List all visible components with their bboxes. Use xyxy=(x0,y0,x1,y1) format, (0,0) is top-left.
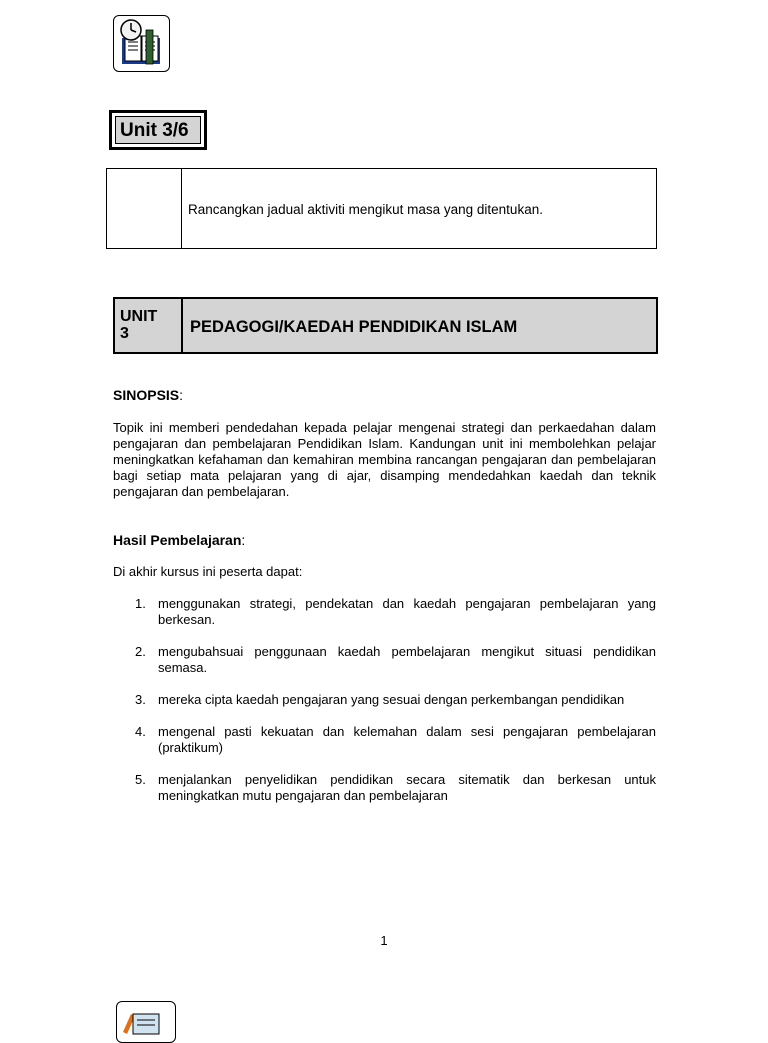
unit-label-text: Unit 3/6 xyxy=(115,116,201,144)
list-item-number: 4. xyxy=(135,724,146,739)
list-item xyxy=(113,772,656,804)
list-item-number: 3. xyxy=(135,692,146,707)
objective-icon-cell xyxy=(107,169,182,248)
unit-header-table xyxy=(113,297,658,354)
objective-text: Rancangkan jadual aktiviti mengikut masa yang ditentukan. xyxy=(188,202,543,217)
list-item xyxy=(113,692,656,708)
objective-table xyxy=(106,168,657,249)
writing-icon xyxy=(116,1001,176,1043)
list-item-text: menjalankan penyelidikan pendidikan secara sitematik dan berkesan untuk meningkatkan mutu pengajaran dan pembelajaran xyxy=(158,772,656,803)
outcomes-heading xyxy=(113,532,245,548)
list-item-text: menggunakan strategi, pendekatan dan kaedah pengajaran pembelajaran yang berkesan. xyxy=(158,596,656,627)
synopsis-colon: : xyxy=(179,387,184,403)
outcomes-colon: : xyxy=(241,532,246,548)
list-item xyxy=(113,596,656,628)
unit-title: PEDAGOGI/KAEDAH PENDIDIKAN ISLAM xyxy=(190,318,518,336)
unit-label xyxy=(109,110,207,150)
list-item-text: mengubahsuai penggunaan kaedah pembelajaran mengikut situasi pendidikan semasa. xyxy=(158,644,656,675)
list-item-text: mereka cipta kaedah pengajaran yang sesuai dengan perkembangan pendidikan xyxy=(158,692,625,707)
outcomes-intro: Di akhir kursus ini peserta dapat: xyxy=(113,564,303,579)
unit-number xyxy=(115,299,183,352)
synopsis-body: Topik ini memberi pendedahan kepada pelajar mengenai strategi dan perkaedahan dalam pengajaran dan pembelajaran Pendidikan Islam. Kandungan unit ini membolehkan pelajar meningkatkan kefahaman dan kemahiran membina rancangan pengajaran dan pembelajaran bagi setiap mata pelajaran yang di ajar, disamping mendedahkan kaedah dan teknik pengajaran dan pembelajaran. xyxy=(113,420,656,499)
list-item-number: 2. xyxy=(135,644,146,659)
list-item-number: 5. xyxy=(135,772,146,787)
page-number: 1 xyxy=(380,933,388,948)
unit-number-line1: UNIT xyxy=(120,308,158,325)
list-item-number: 1. xyxy=(135,596,146,611)
synopsis-heading xyxy=(113,387,183,403)
outcomes-heading-text: Hasil Pembelajaran xyxy=(113,532,242,548)
outcomes-list xyxy=(113,596,656,820)
unit-number-line2: 3 xyxy=(120,325,129,342)
list-item xyxy=(113,644,656,676)
list-item xyxy=(113,724,656,756)
list-item-text: mengenal pasti kekuatan dan kelemahan dalam sesi pengajaran pembelajaran (praktikum) xyxy=(158,724,656,755)
clock-book-icon xyxy=(113,15,170,72)
synopsis-heading-text: SINOPSIS xyxy=(113,387,180,403)
